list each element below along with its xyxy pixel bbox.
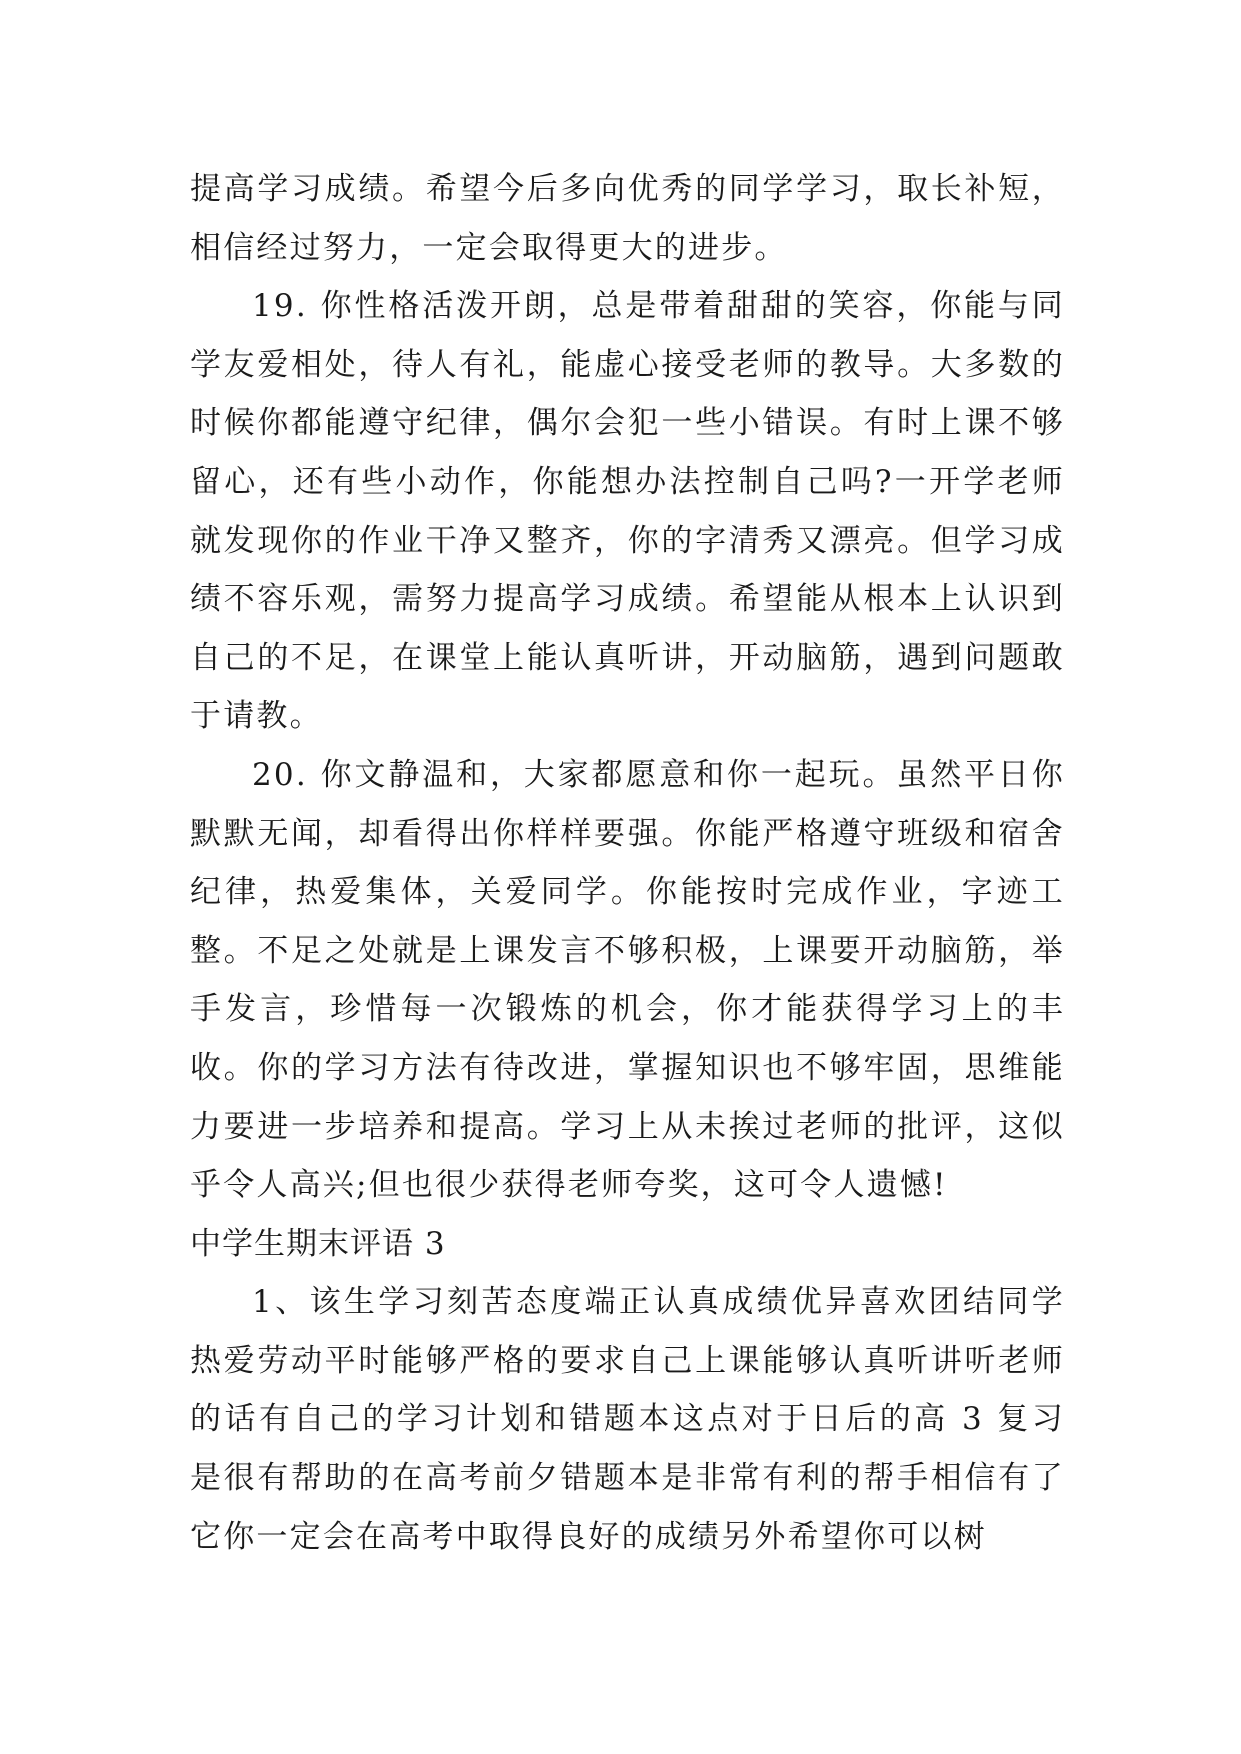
paragraph-comment-20: 20. 你文静温和，大家都愿意和你一起玩。虽然平日你默默无闻，却看得出你样样要强。你能严格遵守班级和宿舍纪律，热爱集体，关爱同学。你能按时完成作业，字迹工整。不足之处就是上课发言不够积极，上课要开动脑筋，举手发言，珍惜每一次锻炼的机会，你才能获得学习上的丰收。你的学习方法有待改进，掌握知识也不够牢固，思维能力要进一步培养和提高。学习上从未挨过老师的批评，这似乎令人高兴;但也很少获得老师夸奖，这可令人遗憾! (190, 756, 1065, 1204)
section-heading: 中学生期末评语 3 (190, 1225, 446, 1262)
paragraph-continuation: 提高学习成绩。希望今后多向优秀的同学学习，取长补短，相信经过努力，一定会取得更大的进步。 (190, 171, 1065, 266)
paragraph-section3-comment-1: 1、该生学习刻苦态度端正认真成绩优异喜欢团结同学热爱劳动平时能够严格的要求自己上课能够认真听讲听老师的话有自己的学习计划和错题本这点对于日后的高 3 复习是很有帮助的在高考前夕错题本是非常有利的帮手相信有了它你一定会在高考中取得良好的成绩另外希望你可以树 (190, 1284, 1065, 1555)
document-page (190, 160, 1065, 1566)
paragraph-comment-19: 19. 你性格活泼开朗，总是带着甜甜的笑容，你能与同学友爱相处，待人有礼，能虚心接受老师的教导。大多数的时候你都能遵守纪律，偶尔会犯一些小错误。有时上课不够留心，还有些小动作，你能想办法控制自己吗?一开学老师就发现你的作业干净又整齐，你的字清秀又漂亮。但学习成绩不容乐观，需努力提高学习成绩。希望能从根本上认识到自己的不足，在课堂上能认真听讲，开动脑筋，遇到问题敢于请教。 (190, 288, 1065, 735)
